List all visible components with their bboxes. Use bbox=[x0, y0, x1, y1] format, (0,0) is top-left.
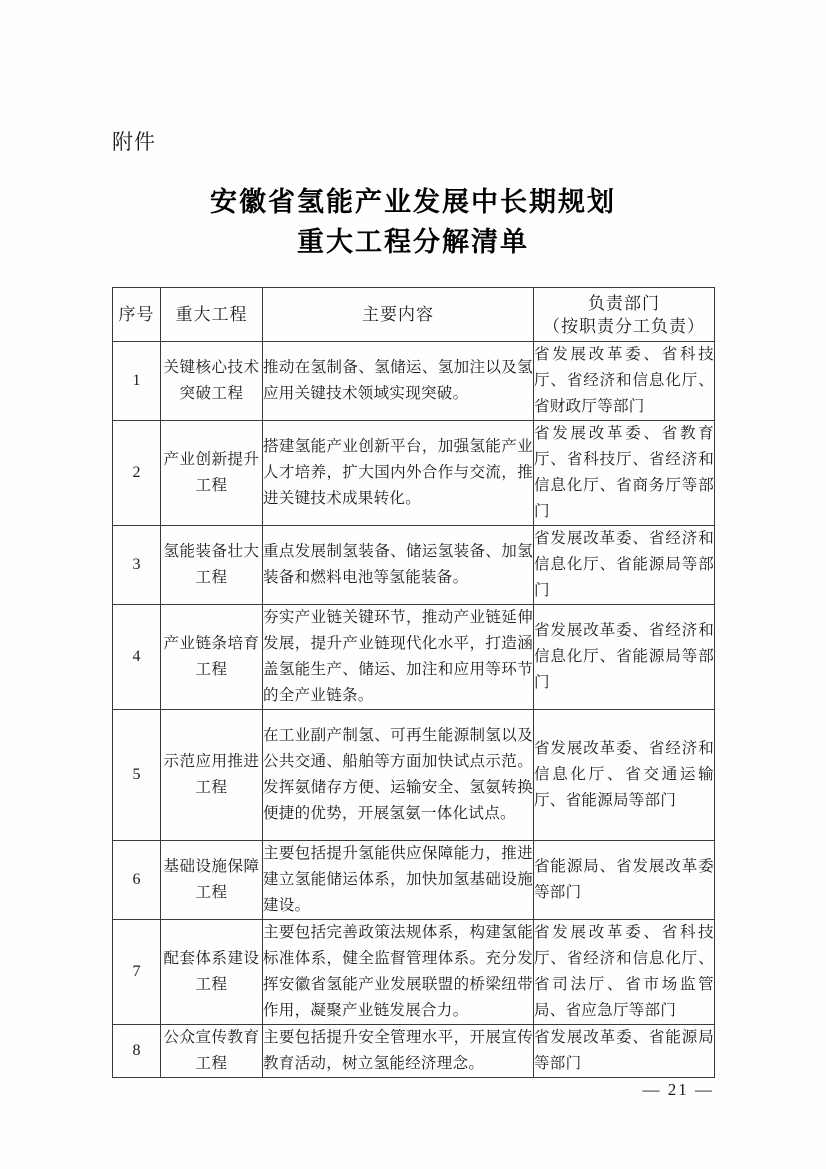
row-responsible-department: 省发展改革委、省科技厅、省经济和信息化厅、省司法厅、省市场监管局、省应急厅等部门 bbox=[534, 920, 715, 1025]
row-responsible-department: 省发展改革委、省经济和信息化厅、省能源局等部门 bbox=[534, 526, 715, 605]
table-row bbox=[113, 920, 715, 1025]
table-row bbox=[113, 526, 715, 605]
row-number: 4 bbox=[113, 605, 161, 710]
row-main-content: 主要包括完善政策法规体系，构建氢能标准体系，健全监督管理体系。充分发挥安徽省氢能产业发展联盟的桥梁纽带作用，凝聚产业链发展合力。 bbox=[263, 920, 534, 1025]
row-number: 8 bbox=[113, 1025, 161, 1078]
row-main-content: 主要包括提升安全管理水平，开展宣传教育活动，树立氢能经济理念。 bbox=[263, 1025, 534, 1078]
row-project-name: 公众宣传教育工程 bbox=[161, 1025, 263, 1078]
row-project-name: 示范应用推进工程 bbox=[161, 710, 263, 841]
row-project-name: 关键核心技术突破工程 bbox=[161, 342, 263, 421]
table-row bbox=[113, 342, 715, 421]
table-header-row bbox=[113, 288, 715, 342]
table-row bbox=[113, 605, 715, 710]
row-number: 2 bbox=[113, 421, 161, 526]
row-project-name: 配套体系建设工程 bbox=[161, 920, 263, 1025]
row-responsible-department: 省发展改革委、省教育厅、省科技厅、省经济和信息化厅、省商务厅等部门 bbox=[534, 421, 715, 526]
column-header-project: 重大工程 bbox=[161, 288, 263, 342]
row-project-name: 产业链条培育工程 bbox=[161, 605, 263, 710]
page-title-line-1: 安徽省氢能产业发展中长期规划 bbox=[210, 187, 616, 217]
table-row bbox=[113, 841, 715, 920]
row-number: 6 bbox=[113, 841, 161, 920]
major-projects-table bbox=[112, 287, 715, 1078]
column-header-department-line-1: 负责部门 bbox=[588, 293, 660, 313]
row-main-content: 重点发展制氢装备、储运氢装备、加氢装备和燃料电池等氢能装备。 bbox=[263, 526, 534, 605]
attachment-label: 附件 bbox=[112, 131, 156, 154]
row-responsible-department: 省发展改革委、省科技厅、省经济和信息化厅、省财政厅等部门 bbox=[534, 342, 715, 421]
page-title-line-2: 重大工程分解清单 bbox=[297, 227, 529, 257]
table-body bbox=[113, 342, 715, 1078]
table-row bbox=[113, 421, 715, 526]
row-number: 5 bbox=[113, 710, 161, 841]
table-row bbox=[113, 710, 715, 841]
row-number: 3 bbox=[113, 526, 161, 605]
column-header-department-line-2: （按职责分工负责） bbox=[543, 316, 705, 336]
page-title bbox=[113, 182, 713, 262]
row-project-name: 基础设施保障工程 bbox=[161, 841, 263, 920]
row-main-content: 夯实产业链关键环节，推动产业链延伸发展，提升产业链现代化水平，打造涵盖氢能生产、储运、加注和应用等环节的全产业链条。 bbox=[263, 605, 534, 710]
row-number: 7 bbox=[113, 920, 161, 1025]
row-main-content: 搭建氢能产业创新平台，加强氢能产业人才培养，扩大国内外合作与交流，推进关键技术成果转化。 bbox=[263, 421, 534, 526]
row-responsible-department: 省发展改革委、省经济和信息化厅、省交通运输厅、省能源局等部门 bbox=[534, 710, 715, 841]
table-header bbox=[113, 288, 715, 342]
row-responsible-department: 省发展改革委、省能源局等部门 bbox=[534, 1025, 715, 1078]
row-project-name: 氢能装备壮大工程 bbox=[161, 526, 263, 605]
row-main-content: 在工业副产制氢、可再生能源制氢以及公共交通、船舶等方面加快试点示范。发挥氨储存方便、运输安全、氢氨转换便捷的优势，开展氢氨一体化试点。 bbox=[263, 710, 534, 841]
column-header-content: 主要内容 bbox=[263, 288, 534, 342]
column-header-department bbox=[534, 288, 715, 342]
table-row bbox=[113, 1025, 715, 1078]
row-main-content: 主要包括提升氢能供应保障能力，推进建立氢能储运体系，加快加氢基础设施建设。 bbox=[263, 841, 534, 920]
row-project-name: 产业创新提升工程 bbox=[161, 421, 263, 526]
row-main-content: 推动在氢制备、氢储运、氢加注以及氢应用关键技术领域实现突破。 bbox=[263, 342, 534, 421]
major-projects-table-wrapper bbox=[112, 287, 714, 1078]
page-number: — 21 — bbox=[642, 1080, 714, 1099]
row-responsible-department: 省能源局、省发展改革委等部门 bbox=[534, 841, 715, 920]
column-header-no: 序号 bbox=[113, 288, 161, 342]
row-number: 1 bbox=[113, 342, 161, 421]
row-responsible-department: 省发展改革委、省经济和信息化厅、省能源局等部门 bbox=[534, 605, 715, 710]
